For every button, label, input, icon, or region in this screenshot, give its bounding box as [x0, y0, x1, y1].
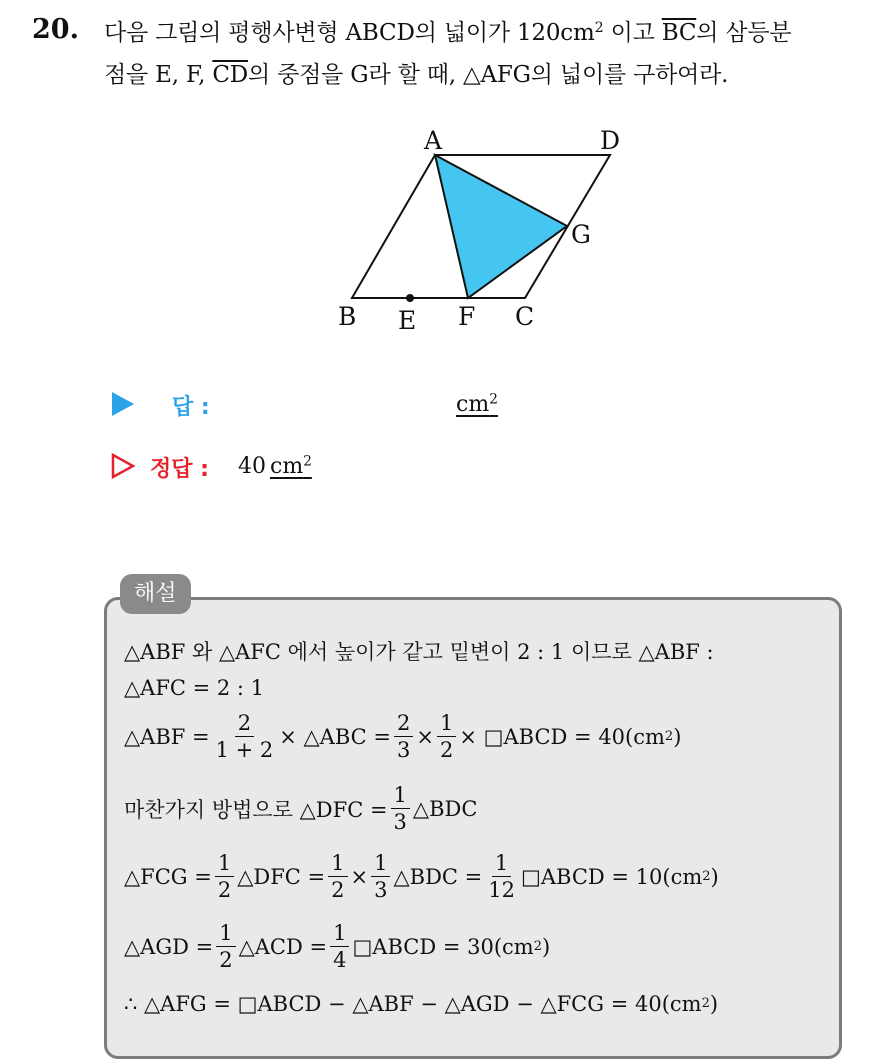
- question-line-2: 점을 E, F, $\overline{CD}$의 중점을 G라 할 때, △AFG의 넓이를 구하여라.: [104, 62, 729, 88]
- fraction: $\frac{1}{3}$: [391, 784, 410, 833]
- explanation-line-5: △FCG = $\frac{1}{2}$ △DFC = $\frac{1}{2}$ × $\frac{1}{3}$ △BDC = $\frac{1}{12}$ □ABCD = 10(cm 2 ): [124, 851, 719, 903]
- label-b: B: [338, 302, 357, 331]
- question-line-1: 다음 그림의 평행사변형 ABCD의 넓이가 $120cm^2$ 이고 $\overline{BC}$의 삼등분: [104, 20, 792, 46]
- label-g: G: [571, 220, 591, 249]
- fraction: $\frac{1}{2}$: [437, 712, 456, 761]
- answer-label: 답 :: [172, 395, 210, 420]
- correct-value: 40 $cm^2$: [238, 453, 312, 479]
- fraction: $\frac{1}{3}$: [371, 852, 390, 901]
- explanation-line-3: △ABF = $\frac{2}{1 + 2}$ × △ABC = $\frac{2}{3}$ × $\frac{1}{2}$ × □ABCD = 40(cm 2 ): [124, 711, 682, 763]
- answer-unit: $cm^2$: [456, 391, 498, 417]
- explanation-line-7: ∴ △AFG = □ABCD − △ABF − △AGD − △FCG = 40(cm 2 ): [124, 992, 719, 1016]
- fraction: $\frac{2}{1 + 2}$: [215, 711, 274, 763]
- question-number: 20.: [32, 14, 79, 45]
- triangle-afg: [435, 155, 567, 298]
- correct-label: 정답 :: [150, 457, 209, 482]
- label-a: A: [424, 126, 443, 155]
- play-arrow-icon: [112, 392, 134, 416]
- point-e: [406, 294, 414, 302]
- outline-arrow-icon: [110, 452, 136, 480]
- segment-cd: $\overline{CD}$: [212, 62, 248, 88]
- explanation-line-4: 마찬가지 방법으로 △DFC = $\frac{1}{3}$ △BDC: [124, 783, 478, 835]
- explanation-line-6: △AGD = $\frac{1}{2}$ △ACD = $\frac{1}{4}$ □ABCD = 30(cm 2 ): [124, 921, 551, 973]
- fraction: $\frac{1}{2}$: [328, 852, 347, 901]
- fraction: $\frac{1}{2}$: [216, 922, 235, 971]
- label-f: F: [458, 302, 476, 331]
- fraction: $\frac{2}{3}$: [394, 712, 413, 761]
- fraction: $\frac{1}{4}$: [330, 922, 349, 971]
- explanation-line-1: △ABF 와 △AFC 에서 높이가 같고 밑변이 2 : 1 이므로 △ABF :: [124, 640, 714, 664]
- label-c: C: [515, 302, 535, 331]
- fraction: $\frac{1}{2}$: [215, 852, 234, 901]
- segment-bc: $\overline{BC}$: [661, 20, 697, 46]
- label-d: D: [600, 126, 621, 155]
- label-e: E: [398, 306, 417, 335]
- explanation-line-2: △AFC = 2 : 1: [124, 676, 265, 700]
- explanation-tag: 해설: [120, 574, 191, 614]
- fraction: $\frac{1}{12}$: [488, 851, 515, 903]
